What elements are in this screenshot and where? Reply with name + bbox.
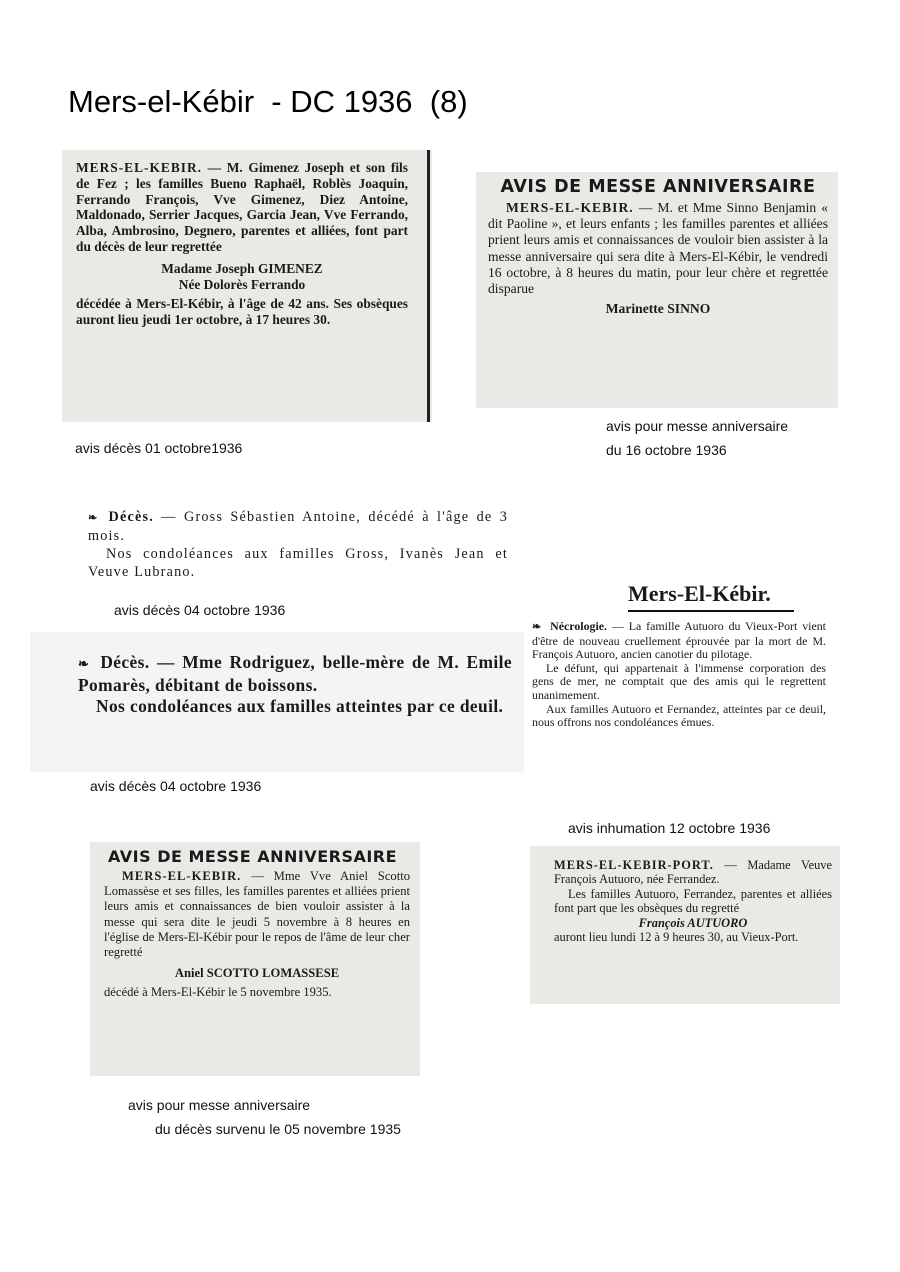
clipping-body — [76, 160, 418, 255]
clipping-text: — M. et Mme Sinno Benjamin « dit Paoline », et leurs enfants ; les familles parentes et alliées prient leurs amis et connaissances de vouloir bien assister à la messe anniversaire qui sera dite à Mers-El-Kébir, le vendredi 16 octobre, à 8 heures du matin, pour leur chère et regrettée disparue — [488, 200, 829, 297]
page-title: Mers-el-Kébir - DC 1936 (8) — [68, 84, 468, 119]
clipping-text: — M. Gimenez Joseph et son fils de Fez ; les familles Bueno Raphaël, Roblès Joaquin, Ferrando François, Vve Gimenez, Diez Antoine, Maldonado, Serrier Jacques, Garcia Jean, Vve Ferrando, Alba, Ambrosino, Degnero, parentes et alliées, font part du décès de leur regrettée — [76, 160, 408, 254]
deceased-name: Marinette SINNO — [605, 301, 711, 317]
clipping-tail: décédé à Mers-El-Kébir le 5 novembre 1935. — [104, 985, 332, 1000]
deceased-maiden-name: Née Dolorès Ferrando — [178, 276, 306, 292]
clipping-text: — La famille Autuoro du Vieux-Port vient d'être de nouveau cruellement éprouvée par la mort de M. François Autuoro, ancien canotier du pilotage. — [532, 619, 826, 662]
funeral-notice-autuoro — [530, 846, 840, 1004]
deceased-name: François AUTUORO — [638, 915, 748, 930]
clipping-text: — Mme Vve Aniel Scotto Lomassèse et ses filles, les familles parentes et alliées prient leurs amis et connaissances de bien vouloir assister à la messe qui sera dite le jeudi 5 novembre à 8 heures en l'église de Mers-El-Kébir pour le repos de l'âme de leur cher regretté — [104, 869, 410, 960]
clipping-text: — Mme Rodriguez, belle-mère de M. Emile Pomarès, débitant de boissons. — [78, 652, 512, 695]
clipping-head: Nécrologie. — [550, 619, 608, 633]
necrology-autuoro — [528, 576, 830, 806]
caption-clip4: avis décès 04 octobre 1936 — [90, 778, 262, 794]
clipping-paragraph-3: Aux familles Autuoro et Fernandez, atteintes par ce deuil, nous offrons nos condoléances émues. — [532, 701, 826, 730]
clipping-body — [488, 200, 828, 297]
fleuron-icon: ❧ — [78, 656, 87, 671]
deceased-name: Aniel SCOTTO LOMASSESE — [174, 966, 340, 981]
column-rule — [427, 150, 430, 422]
clipping-tail: décédée à Mers-El-Kébir, à l'âge de 42 ans. Ses obsèques auront lieu jeudi 1er octobre, à 17 heures 30. — [76, 296, 408, 328]
notice-heading: AVIS DE MESSE ANNIVERSAIRE — [108, 847, 398, 866]
caption-clip6-line1: avis pour messe anniversaire — [128, 1097, 311, 1113]
clipping-head: MERS-EL-KEBIR. — [76, 160, 202, 175]
clipping-text: — Madame Veuve François Autuoro, née Ferrandez. — [554, 858, 832, 887]
obituary-clipping-gimenez — [62, 150, 432, 422]
mass-notice-sinno — [476, 172, 838, 408]
clipping-text: — Gross Sébastien Antoine, décédé à l'âge de 3 mois. — [88, 509, 508, 544]
clipping-tail: auront lieu lundi 12 à 9 heures 30, au Vieux-Port. — [554, 930, 799, 945]
clipping-head: MERS-EL-KEBIR-PORT. — [554, 858, 714, 872]
clipping-body — [78, 652, 512, 696]
clipping-line2: Nos condoléances aux familles atteintes par ce deuil. — [96, 696, 504, 717]
caption-clip1: avis décès 01 octobre1936 — [75, 440, 243, 456]
caption-clip2-line2: du 16 octobre 1936 — [606, 442, 727, 458]
clipping-head: Décès. — [108, 509, 154, 525]
caption-clip6-line2: du décès survenu le 05 novembre 1935 — [155, 1121, 401, 1137]
fleuron-icon: ❧ — [88, 512, 96, 524]
fleuron-icon: ❧ — [532, 621, 540, 633]
caption-clip2-line1: avis pour messe anniversaire — [606, 418, 789, 434]
clipping-body — [104, 869, 410, 960]
mass-notice-scotto — [90, 842, 420, 1076]
notice-heading: AVIS DE MESSE ANNIVERSAIRE — [500, 177, 816, 197]
newspaper-masthead: Mers-El-Kébir. — [628, 580, 794, 612]
death-notice-rodriguez — [30, 632, 524, 772]
clipping-body — [88, 508, 508, 545]
clipping-line2: Nos condoléances aux familles Gross, Ivanès Jean et Veuve Lubrano. — [88, 546, 508, 580]
clipping-body — [554, 858, 832, 887]
deceased-name: Madame Joseph GIMENEZ — [161, 260, 323, 276]
death-notice-gross — [40, 500, 518, 590]
clipping-paragraph-2: Les familles Autuoro, Ferrandez, parentes et alliées font part que les obsèques du regretté — [554, 886, 832, 916]
caption-clip5: avis inhumation 12 octobre 1936 — [568, 820, 771, 836]
clipping-paragraph-2: Le défunt, qui appartenait à l'immense corporation des gens de mer, ne comptait que des amis qui le regrettent unanimement. — [532, 660, 826, 702]
clipping-head: Décès. — [100, 652, 150, 672]
caption-clip3: avis décès 04 octobre 1936 — [114, 602, 286, 618]
clipping-head: MERS-EL-KEBIR. — [122, 869, 242, 883]
clipping-head: MERS-EL-KEBIR. — [506, 200, 634, 215]
clipping-body — [532, 620, 826, 662]
